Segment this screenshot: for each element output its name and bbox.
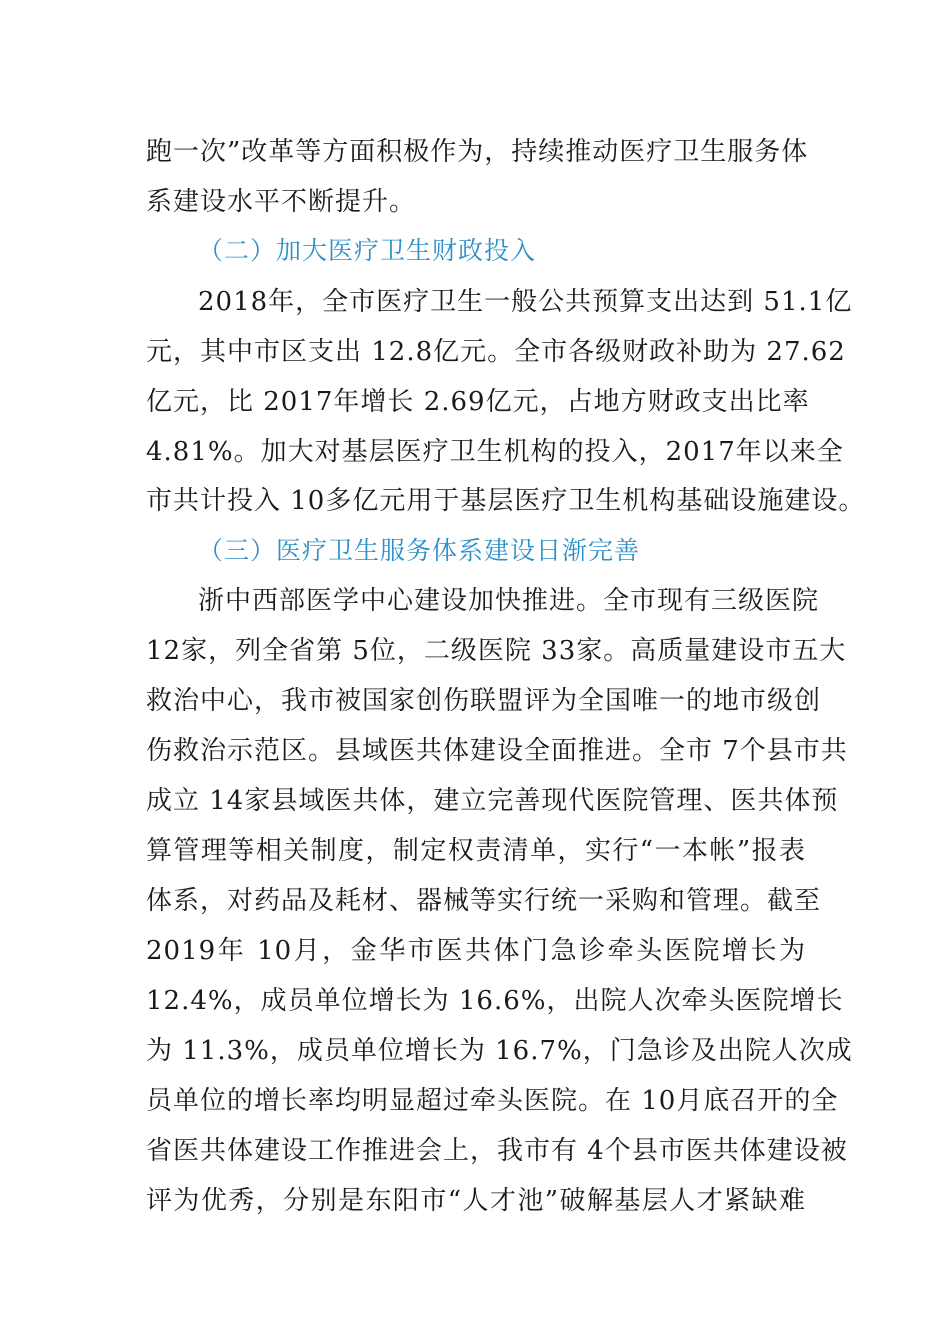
paragraph-line: 元，其中市区支出 12.8亿元。全市各级财政补助为 27.62: [146, 337, 846, 367]
paragraph-line: 系建设水平不断提升。: [146, 187, 417, 217]
paragraph-line: 跑一次”改革等方面积极作为，持续推动医疗卫生服务体: [146, 137, 809, 167]
paragraph-line: 省医共体建设工作推进会上，我市有 4个县市医共体建设被: [146, 1136, 848, 1166]
paragraph-line: 12家，列全省第 5位，二级医院 33家。高质量建设市五大: [146, 636, 847, 666]
paragraph-line: 市共计投入 10多亿元用于基层医疗卫生机构基础设施建设。: [146, 486, 866, 516]
paragraph-line: 成立 14家县域医共体，建立完善现代医院管理、医共体预: [146, 786, 839, 816]
paragraph-line: 2019年 10月，金华市医共体门急诊牵头医院增长为: [146, 936, 806, 966]
paragraph-line: 员单位的增长率均明显超过牵头医院。在 10月底召开的全: [146, 1086, 839, 1116]
paragraph-line: 救治中心，我市被国家创伤联盟评为全国唯一的地市级创: [146, 686, 822, 716]
section-heading: （二）加大医疗卫生财政投入: [198, 236, 537, 265]
paragraph-line: 评为优秀，分别是东阳市“人才池”破解基层人才紧缺难: [146, 1186, 806, 1216]
paragraph-line: 体系，对药品及耗材、器械等实行统一采购和管理。截至: [146, 886, 822, 916]
paragraph-line: 4.81%。加大对基层医疗卫生机构的投入，2017年以来全: [146, 437, 844, 467]
paragraph-line: 浙中西部医学中心建设加快推进。全市现有三级医院: [198, 586, 820, 616]
paragraph-line: 伤救治示范区。县域医共体建设全面推进。全市 7个县市共: [146, 736, 848, 766]
paragraph-line: 为 11.3%，成员单位增长为 16.7%，门急诊及出院人次成: [146, 1036, 853, 1066]
paragraph-line: 12.4%，成员单位增长为 16.6%，出院人次牵头医院增长: [146, 986, 844, 1016]
paragraph-line: 2018年，全市医疗卫生一般公共预算支出达到 51.1亿: [198, 287, 853, 317]
paragraph-line: 亿元，比 2017年增长 2.69亿元，占地方财政支出比率: [146, 387, 810, 417]
paragraph-line: 算管理等相关制度，制定权责清单，实行“一本帐”报表: [146, 836, 806, 866]
section-heading: （三）医疗卫生服务体系建设日渐完善: [198, 536, 641, 565]
